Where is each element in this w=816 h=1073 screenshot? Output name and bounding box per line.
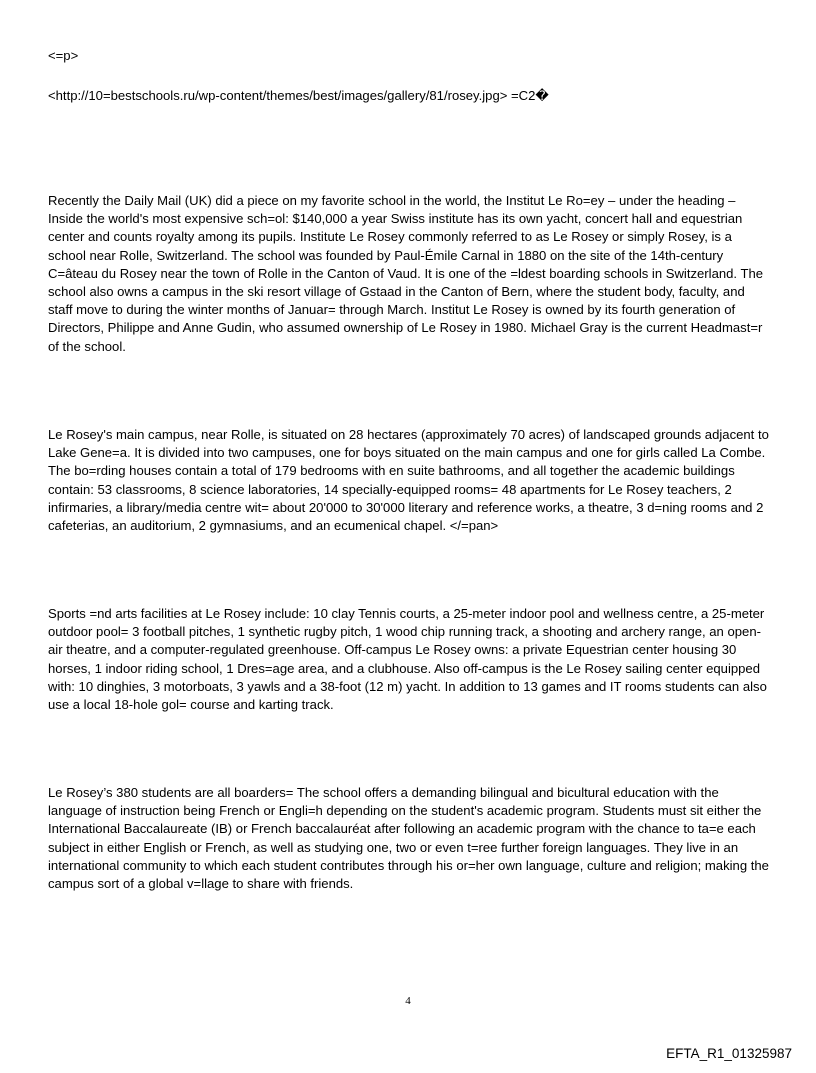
paragraph-daily-mail: Recently the Daily Mail (UK) did a piece on my favorite school in the world, the Institut Le Ro=ey – under the heading – Inside the world's most expensive sch=ol: $140,000 a year Swiss institute has its own yacht, concert hall and equestrian center and counts royalty among its pupils. Institute Le Rosey commonly referred to as Le Rosey or simply Rosey, is a school near Rolle, Switzerland. The school was founded by Paul-Émile Carnal in 1880 on the site of the 14th-century C=âteau du Rosey near the town of Rolle in the Canton of Vaud. It is one of the =ldest boarding schools in Switzerland. The school also owns a campus in the ski resort village of Gstaad in the Canton of Bern, where the student body, faculty, and staff move to during the winter months of Januar= through March. Institut Le Rosey is owned by its fourth generation of Directors, Philippe and Anne Gudin, who assumed ownership of Le Rosey in 1980. Michael Gray is the current Headmast=r of the school. xyxy=(48,193,764,354)
paragraph-main-campus: Le Rosey's main campus, near Rolle, is situated on 28 hectares (approximately 70 acres) of landscaped grounds adjacent to Lake Gene=a. It is divided into two campuses, one for boys situated on the main campus and one for girls called La Combe. The bo=rding houses contain a total of 179 bedrooms with en suite bathrooms, and all together the academic buildings contain: 53 classrooms, 8 science laboratories, 14 specially-equipped rooms= 48 apartments for Le Rosey teachers, 2 infirmaries, a library/media centre wit= about 20'000 to 30'000 literary and reference works, a theatre, 3 d=ning rooms and 2 cafeterias, an auditorium, 2 gymnasiums, and an ecumenical chapel. </=pan> xyxy=(48,427,769,534)
page-number: 4 xyxy=(405,995,411,1007)
paragraph-sports-facilities: Sports =nd arts facilities at Le Rosey include: 10 clay Tennis courts, a 25-meter indoor pool and wellness centre, a 25-meter outdoor pool= 3 football pitches, 1 synthetic rugby pitch, 1 wood chip running track, a shooting and archery range, an open-air theatre, and a computer-regulated greenhouse. Off-campus Le Rosey owns: a private Equestrian center housing 30 horses, 1 indoor riding school, 1 Dres=age area, and a clubhouse. Also off-campus is the Le Rosey sailing center equipped with: 10 dinghies, 3 motorboats, 3 yawls and a 38-foot (12 m) yacht. In addition to 13 games and IT rooms students can also use a local 18-hole gol= course and karting track. xyxy=(48,606,767,713)
raw-paragraph-tag: <=p> xyxy=(48,48,79,63)
paragraph-students: Le Rosey’s 380 students are all boarders= The school offers a demanding bilingual and bicultural education with the language of instruction being French or Engli=h depending on the student's academic program. Students must sit either the International Baccalaureate (IB) or French baccalauréat after following an academic program with the chance to ta=e each subject in either English or French, as well as studying one, two or even t=ree further foreign languages. They live in an international community to which each student contributes through his or=her own language, culture and religion; making the campus sort of a global v=llage to share with friends. xyxy=(48,785,769,892)
image-link-line: <http://10=bestschools.ru/wp-content/themes/best/images/gallery/81/rosey.jpg> =C2� xyxy=(48,88,549,103)
bates-number: EFTA_R1_01325987 xyxy=(666,1046,792,1061)
